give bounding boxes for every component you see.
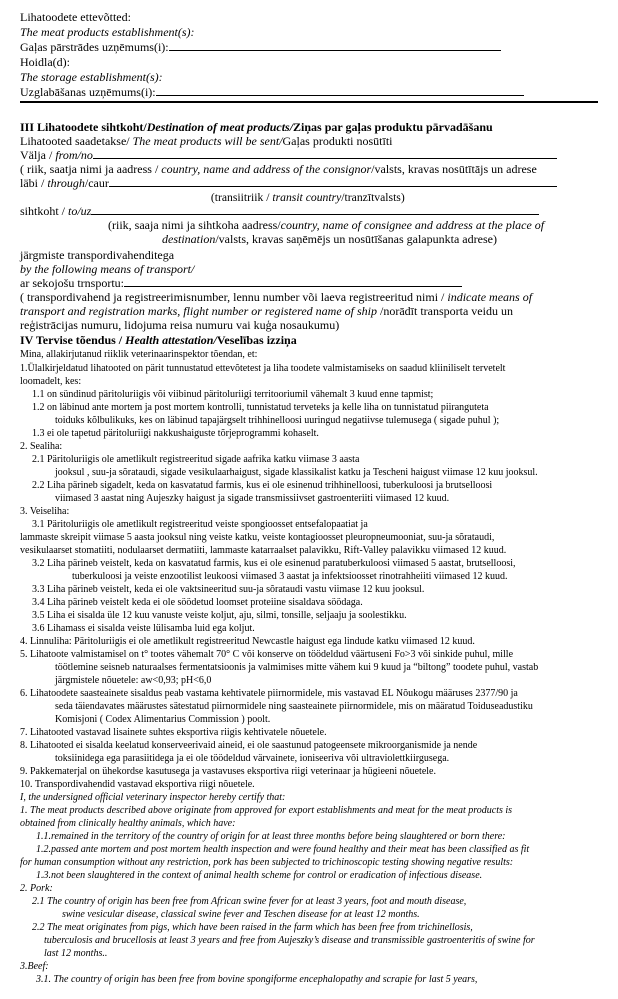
through-line	[20, 177, 557, 189]
vehicle-ee: ( transpordivahend ja registreerimisnumber, lennu number või laeva registreeritud nimi /	[20, 290, 448, 304]
through-ee: läbi /	[20, 176, 48, 190]
ee-line-1: 1.Ülalkirjeldatud lihatooted on pärit tunnustatud ettevõtetest ja liha toodete valmistamiseks on saadud kliiniliselt tervetelt	[20, 363, 506, 374]
through-en: through	[47, 176, 85, 190]
consignee-en2: destination	[162, 232, 216, 246]
transport-ee: järgmiste transpordivahenditega	[20, 248, 175, 262]
en-line-11: 2.2 The meat originates from pigs, which have been raised in the farm which has been free from trichinellosis,	[32, 922, 473, 933]
en-line-1: I, the undersigned official veterinary inspector hereby certify that:	[20, 792, 286, 803]
ee-line-31: toksiinidega ega parasiitidega ja ei ole töödeldud värvainete, ioniseeriva või ultraviolettkiirgusega.	[55, 753, 450, 764]
ee-line-8: 2.1 Päritoluriigis ole ametlikult registreeritud sigade aafrika katku viimase 3 aasta	[32, 454, 360, 465]
ee-line-23: 5. Lihatoote valmistamisel on t° tootes vähemalt 70° C või konserve on töödeldud väärtuseni Fo>3 või sinkide puhul, mille	[20, 649, 514, 660]
ee-line-20: 3.5 Liha ei sisalda üle 12 kuu vanuste veiste koljut, aju, silmi, tonsille, seljaaju ja soolestikku.	[32, 610, 407, 621]
from-field[interactable]	[93, 149, 557, 159]
to-line	[20, 205, 539, 217]
section3-heading-ee: III Lihatoodete sihtkoht/	[20, 120, 147, 134]
vehicle-en2: transport and registration marks, flight number or registered name of ship	[20, 304, 377, 318]
storage-establishment-field[interactable]	[156, 86, 524, 96]
en-line-8: 2. Pork:	[20, 883, 53, 894]
attestation-intro: Mina, allakirjutanud riiklik veterinaarinspektor tõendan, et:	[20, 349, 258, 360]
storage-establishment-row	[20, 86, 524, 98]
sent-ee: Lihatooted saadetakse/	[20, 134, 133, 148]
consignee-post: /valsts, kravas saņēmējs un nosūtīšanas galapunkta adrese)	[215, 232, 497, 246]
vehicle-note-1	[20, 291, 532, 303]
storage-establishment-label-en: The storage establishment(s):	[20, 70, 163, 84]
consignor-en: country, name and address of the consignor	[161, 162, 372, 176]
ee-line-25: järgmistele nõuetele: aw<0,93; pH<6,0	[55, 675, 212, 686]
ee-line-4: 1.2 on läbinud ante mortem ja post mortem kontrolli, tunnistatud terveteks ja kelle liha on tunnistatud piiranguteta	[32, 402, 489, 413]
en-line-6: for human consumption without any restriction, pork has been subjected to trichinoscopic testing showing negative results:	[20, 857, 514, 868]
sent-lv: Gaļas produkti nosūtīti	[282, 134, 393, 148]
en-line-7: 1.3.not been slaughtered in the context of animal health scheme for control or eradication of infectious disease.	[36, 870, 483, 881]
ee-line-17: tuberkuloosi ja veiste enzootilist leukoosi viimased 3 aastat ja infektsioosset rinotrahheiiti viimased 12 kuud.	[72, 571, 508, 582]
ee-line-2: loomadelt, kes:	[20, 376, 82, 387]
en-line-14: 3.Beef:	[20, 961, 49, 972]
ee-line-28: Komisjoni ( Codex Alimentarius Commission ) poolt.	[55, 714, 271, 725]
ee-line-14: lammaste skreipit viimase 5 aasta jooksul ning veiste katku, veiste kontagioosset pleuropneumooniat, suu-ja sõrataudi,	[20, 532, 495, 543]
consignee-en1: country, name of consignee and address at the place of	[280, 218, 545, 232]
ee-line-21: 3.6 Lihamass ei sisalda veiste lülisamba luid ega koljut.	[32, 623, 255, 634]
section3-heading-lv: Ziņas par gaļas produktu pārvadāšanu	[293, 120, 493, 134]
section4-heading-ee: IV Tervise tõendus /	[20, 333, 126, 347]
ee-line-7: 2. Sealiha:	[20, 441, 63, 452]
through-field[interactable]	[109, 177, 557, 187]
en-line-9: 2.1 The country of origin has been free from African swine fever for at least 3 years, foot and mouth disease,	[32, 896, 467, 907]
ee-line-30: 8. Lihatooted ei sisalda keelatud konserveerivaid aineid, ei ole saastunud patogeensete mikroorganismide ja nende	[20, 740, 478, 751]
from-line	[20, 149, 557, 161]
consignee-note-2	[162, 233, 497, 245]
from-en: from/no	[55, 148, 93, 162]
en-line-13: last 12 months..	[44, 948, 108, 959]
consignee-pre: (riik, saaja nimi ja sihtkoha aadress/	[108, 218, 281, 232]
vehicle-en1: indicate means of	[447, 290, 533, 304]
vehicle-lv1: /norādīt transporta veidu un	[377, 304, 513, 318]
ee-line-16: 3.2 Liha pärineb veistelt, keda on kasvatatud farmis, kus ei ole esinenud paratuberkuloosi viimased 5 aastat, brutselloosi,	[32, 558, 516, 569]
ee-line-15: vesikulaarset stomatiiti, nodulaarset dermatiiti, lammaste katarraalset palavikku, Rift-Valley palavikku viimased 12 kuud.	[20, 545, 507, 556]
consignee-note-1	[108, 219, 544, 231]
ee-line-26: 6. Lihatoodete saasteainete sisaldus peab vastama kehtivatele piirnormidele, mis vastavad EL Nõukogu määruses 2377/90 ja	[20, 688, 518, 699]
ee-line-29: 7. Lihatooted vastavad lisainete suhtes eksportiva riigis kehtivatele nõuetele.	[20, 727, 327, 738]
consignor-pre: ( riik, saatja nimi ja aadress /	[20, 162, 162, 176]
en-line-12: tuberculosis and brucellosis at least 3 years and free from Aujeszky’s disease and transmissible gastroenteritis of swine for	[44, 935, 535, 946]
consignor-post: /valsts, kravas nosūtītājs un adrese	[371, 162, 537, 176]
section3-heading-en: Destination of meat products/	[146, 120, 294, 134]
meat-establishment-label-ee: Lihatoodete ettevõtted:	[20, 10, 131, 24]
meat-establishment-label-en: The meat products establishment(s):	[20, 25, 195, 39]
en-line-2: 1. The meat products described above originate from approved for export establishments and meat for the meat products is	[20, 805, 513, 816]
through-lv: /caur	[84, 176, 109, 190]
en-line-5: 1.2.passed ante mortem and post mortem health inspection and were found healthy and their meat has been classified as fit	[36, 844, 530, 855]
ee-line-13: 3.1 Päritoluriigis ole ametlikult registreeritud veiste spongioosset entsefalopaatiat ja	[32, 519, 368, 530]
section4-heading-lv: Veselības izziņa	[216, 333, 297, 347]
ee-line-6: 1.3 ei ole tapetud päritoluriigi nakkushaiguste tõrjeprogrammi kohaselt.	[32, 428, 319, 439]
section4-heading-en: Health attestation/	[125, 333, 217, 347]
sent-en: The meat products will be sent/	[132, 134, 283, 148]
transport-en: by the following means of transport/	[20, 262, 195, 276]
meat-establishment-row	[20, 41, 501, 53]
consignor-note	[20, 163, 537, 175]
ee-line-19: 3.4 Liha pärineb veistelt keda ei ole söödetud loomset proteiine sisaldava söödaga.	[32, 597, 363, 608]
storage-establishment-label-lv: Uzglabāšanas uzņēmums(i):	[20, 85, 156, 99]
meat-establishment-label-lv: Gaļas pārstrādes uzņēmums(i):	[20, 40, 169, 54]
sent-line	[20, 135, 393, 147]
section3-heading	[20, 121, 493, 133]
ee-line-12: 3. Veiseliha:	[20, 506, 70, 517]
ee-line-22: 4. Linnuliha: Päritoluriigis ei ole ametlikult registreeritud Newcastle haigust ega lindude katku viimased 12 kuud.	[20, 636, 475, 647]
en-line-3: obtained from clinically healthy animals, which have:	[20, 818, 236, 829]
ee-line-3: 1.1 on sündinud päritoluriigis või viibinud päritoluriigi territooriumil vähemalt 3 kuud enne tapmist;	[32, 389, 434, 400]
ee-line-5: toiduks kõlbulikuks, kes on läbinud tapajärgselt trihhinelloosi uuringud negatiivse tulemusega ( sigade puhul );	[55, 415, 500, 426]
ee-line-27: seda täiendavates määrustes sätestatud piirnormidele ning saasteainete piirnormidele, mis on määratud Toiduseadustiku	[55, 701, 533, 712]
storage-establishment-label-ee: Hoidla(d):	[20, 55, 70, 69]
section-divider	[20, 101, 598, 103]
to-field[interactable]	[91, 205, 539, 215]
transit-en: transit country	[272, 190, 342, 204]
from-ee: Välja /	[20, 148, 56, 162]
transport-lv: ar sekojošu trnsportu:	[20, 276, 124, 290]
transit-post: /tranzītvalsts)	[341, 190, 405, 204]
ee-line-32: 9. Pakkematerjal on ühekordse kasutusega ja vastavuses eksportiva riigi veterinaar ja hügieeni nõuetele.	[20, 766, 436, 777]
transit-pre: (transiitriik /	[210, 190, 273, 204]
ee-line-24: töötlemine seisneb naturaalses fermentatsioonis ja valmimises mitte vähem kui 9 kuud ja “biltong” toodete puhul, vastab	[55, 662, 539, 673]
en-line-4: 1.1.remained in the territory of the country of origin for at least three months before being slaughtered or born there:	[36, 831, 506, 842]
section4-heading	[20, 334, 297, 346]
vehicle-note-3: reģistrācijas numuru, lidojuma reisa numuru vai kuģa nosaukumu)	[20, 318, 340, 332]
to-en: to/uz	[68, 204, 92, 218]
to-ee: sihtkoht /	[20, 204, 69, 218]
ee-line-9: jooksul , suu-ja sõrataudi, sigade vesikulaarhaigust, sigade klassikalist katku ja Tescheni haigust viimase 12 kuu jooksul.	[55, 467, 538, 478]
ee-line-11: viimased 3 aastat ning Aujeszky haigust ja sigade transmissiivset gastroenteriiti viimased 12 kuud.	[55, 493, 450, 504]
ee-line-18: 3.3 Liha pärineb veistelt, keda ei ole vaktsineeritud suu-ja sõrataudi vastu viimase 12 kuu jooksul.	[32, 584, 425, 595]
transport-line	[20, 277, 462, 289]
vehicle-note-2	[20, 305, 513, 317]
ee-line-33: 10. Transpordivahendid vastavad eksportiva riigi nõuetele.	[20, 779, 255, 790]
transit-note	[0, 191, 600, 203]
meat-establishment-field[interactable]	[169, 41, 501, 51]
ee-line-10: 2.2 Liha pärineb sigadelt, keda on kasvatatud farmis, kus ei ole esinenud trihhinelloosi, tuberkuloosi ja brutselloosi	[32, 480, 493, 491]
en-line-15: 3.1. The country of origin has been free from bovine spongiforme encephalopathy and scrapie for last 5 years,	[36, 974, 478, 985]
en-line-10: swine vesicular disease, classical swine fever and Teschen disease for at least 12 months.	[62, 909, 420, 920]
transport-field[interactable]	[124, 277, 462, 287]
